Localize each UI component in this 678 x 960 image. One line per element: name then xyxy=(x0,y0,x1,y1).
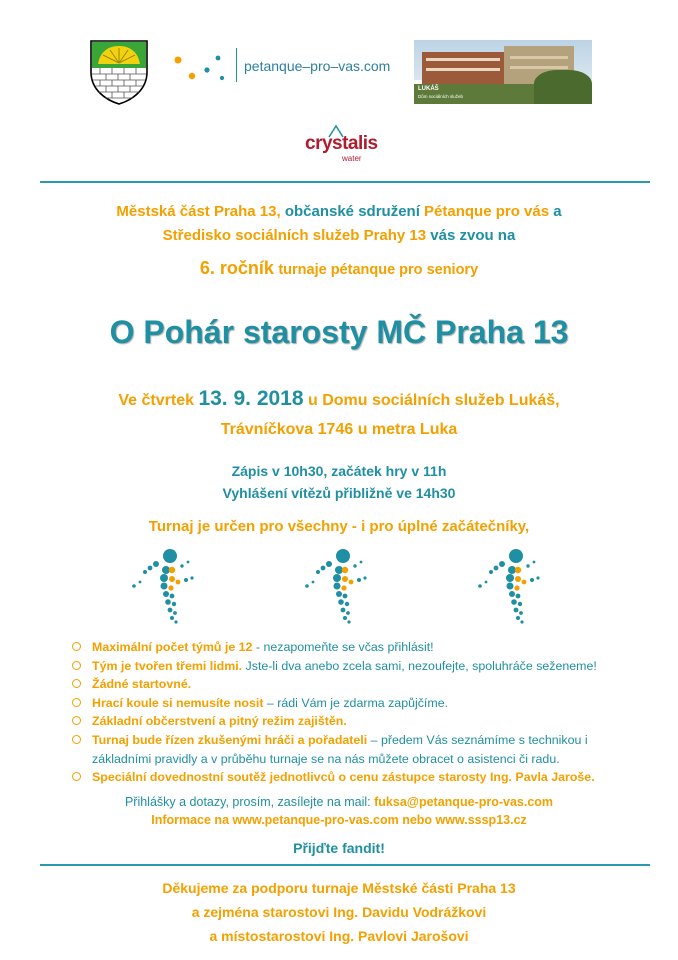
info-bullet-list xyxy=(72,638,652,787)
bullet-circle-icon xyxy=(72,679,81,688)
bullet-text: - nezapomeňte se včas přihlásit! xyxy=(252,640,434,654)
bullet-circle-icon xyxy=(72,716,81,725)
bullet-emphasis: Žádné startovné. xyxy=(92,677,192,692)
target-line: Turnaj je určen pro všechny - i pro úplné začátečníky, xyxy=(148,518,530,535)
coat-of-arms-logo xyxy=(88,38,150,106)
bullet-circle-icon xyxy=(72,735,81,744)
intro-line-3: 6. ročník turnaje pétanque pro seniory xyxy=(199,258,479,278)
bullet-circle-icon xyxy=(72,661,81,670)
bullet-text: – předem Vás seznámíme s technikou i xyxy=(367,732,588,747)
bullet-item xyxy=(72,694,652,713)
intro-line-1: Městská část Praha 13, občanské sdružení Pétanque pro vás a xyxy=(116,203,562,220)
site-name: petanque–pro–vas.com xyxy=(244,58,391,74)
bullet-emphasis: Hrací koule si nemusíte nosit xyxy=(92,695,264,710)
thanks-line-2: a zejména starostovi Ing. Davidu Vodrážkovi xyxy=(191,904,487,920)
photo-caption-sub: Dům sociálních služeb xyxy=(418,94,464,99)
thanks-line-1: Děkujeme za podporu turnaje Městské části Praha 13 xyxy=(162,880,516,896)
event-date-line: Ve čtvrtek 13. 9. 2018 u Domu sociálních služeb Lukáš, xyxy=(118,387,560,410)
schedule-line-2: Vyhlášení vítězů přibližně ve 14h30 xyxy=(222,485,456,501)
sponsor-logo-sub: water xyxy=(342,154,362,163)
event-address: Trávníčkova 1746 u metra Luka xyxy=(220,421,458,438)
bullet-emphasis: Maximální počet týmů je 12 xyxy=(92,640,253,654)
bullet-emphasis: Speciální dovednostní soutěž jednotlivců o cenu zástupce starosty Ing. Pavla Jaroše. xyxy=(92,770,595,785)
bullet-emphasis: Turnaj bude řízen zkušenými hráči a pořadateli xyxy=(92,732,368,747)
intro-line-2: Středisko sociálních služeb Prahy 13 vás zvou na xyxy=(162,227,516,244)
bullet-emphasis: Základní občerstvení a pitný režim zajištěn. xyxy=(92,714,347,729)
page-title: O Pohár starosty MČ Praha 13 xyxy=(109,314,569,350)
sponsor-logo: crystalis xyxy=(305,133,378,154)
info-links: Informace na www.petanque-pro-vas.com nebo www.sssp13.cz xyxy=(151,813,527,827)
schedule-line-1: Zápis v 10h30, začátek hry v 11h xyxy=(231,463,447,479)
bullet-item xyxy=(72,638,652,657)
bullet-circle-icon xyxy=(72,642,81,651)
bullet-emphasis: Tým je tvořen třemi lidmi. xyxy=(92,658,243,673)
bullet-item xyxy=(72,675,652,694)
bullet-text: – rádi Vám je zdarma zapůjčíme. xyxy=(263,695,449,710)
thanks-line-3: a místostarostovi Ing. Pavlovi Jarošovi xyxy=(209,928,469,944)
logo-divider xyxy=(236,48,237,82)
bullet-item xyxy=(72,657,652,676)
building-photo xyxy=(414,40,592,104)
contact-line: Přihlášky a dotazy, prosím, zasílejte na mail: fuksa@petanque-pro-vas.com xyxy=(124,795,554,809)
bullet-circle-icon xyxy=(72,772,81,781)
bullet-item xyxy=(72,768,652,787)
bullet-circle-icon xyxy=(72,698,81,707)
bottom-divider xyxy=(40,864,650,866)
bullet-item xyxy=(72,712,652,731)
cheer-line: Přijďte fandit! xyxy=(293,840,385,856)
players-illustration xyxy=(0,540,678,630)
bullet-item xyxy=(72,731,652,750)
photo-caption-title: LUKÁŠ xyxy=(418,86,439,92)
top-divider xyxy=(40,181,650,183)
bullet-text: Jste-li dva anebo zcela sami, nezoufejte, spoluhráče seženeme! xyxy=(242,658,597,673)
bullet-continuation: základními pravidly a v průběhu turnaje se na nás můžete obracet o asistenci či radu. xyxy=(92,751,560,766)
petanque-dots-icon xyxy=(170,46,232,86)
